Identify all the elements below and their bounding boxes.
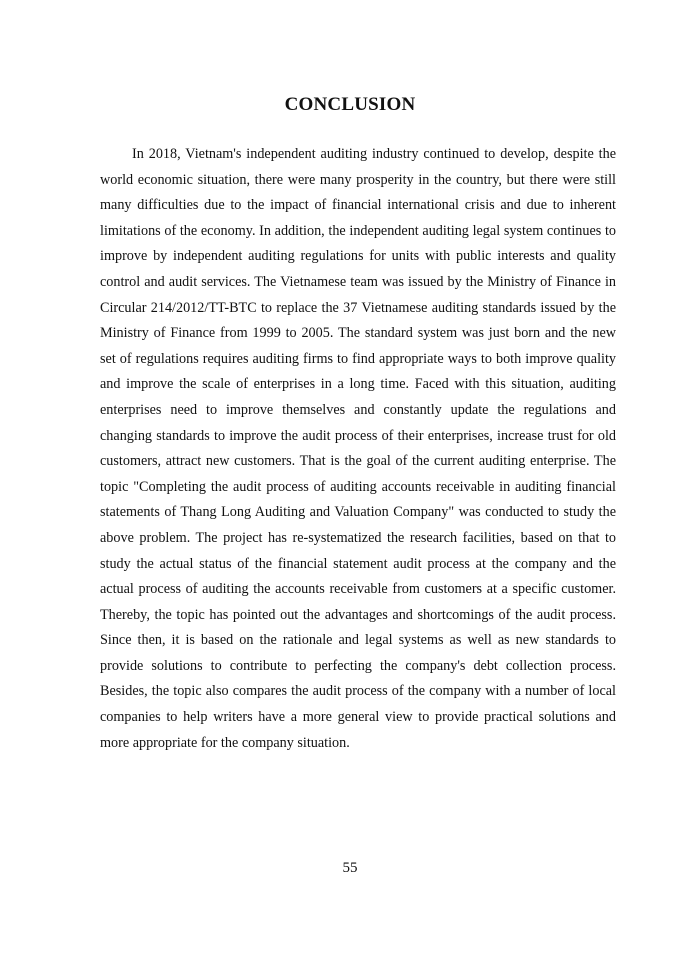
page-title: CONCLUSION [284, 94, 416, 115]
page-number: 55 [342, 860, 358, 876]
conclusion-paragraph: In 2018, Vietnam's independent auditing industry continued to develop, despite the world economic situation, there were many prosperity in the country, but there were still many difficulties due to the impact of financial international crisis and due to inherent limitations of the economy. In addition, the independent auditing legal system continues to improve by independent auditing regulations for units with public interests and quality control and audit services. The Vietnamese team was issued by the Ministry of Finance in Circular 214/2012/TT-BTC to replace the 37 Vietnamese auditing standards issued by the Ministry of Finance from 1999 to 2005. The standard system was just born and the new set of regulations requires auditing firms to find appropriate ways to both improve quality and improve the scale of enterprises in a long time. Faced with this situation, auditing enterprises need to improve themselves and constantly update the regulations and changing standards to improve the audit process of their enterprises, increase trust for old customers, attract new customers. That is the goal of the current auditing enterprise. The topic "Completing the audit process of auditing accounts receivable in auditing financial statements of Thang Long Auditing and Valuation Company" was conducted to study the above problem. The project has re-systematized the research facilities, based on that to study the actual status of the financial statement audit process at the company and the actual process of auditing the accounts receivable from customers at a specific customer. Thereby, the topic has pointed out the advantages and shortcomings of the audit process. Since then, it is based on the rationale and legal systems as well as new standards to provide solutions to contribute to perfecting the company's debt collection process. Besides, the topic also compares the audit process of the company with a number of local companies to help writers have a more general view to provide practical solutions and more appropriate for the company situation. [100, 146, 616, 751]
